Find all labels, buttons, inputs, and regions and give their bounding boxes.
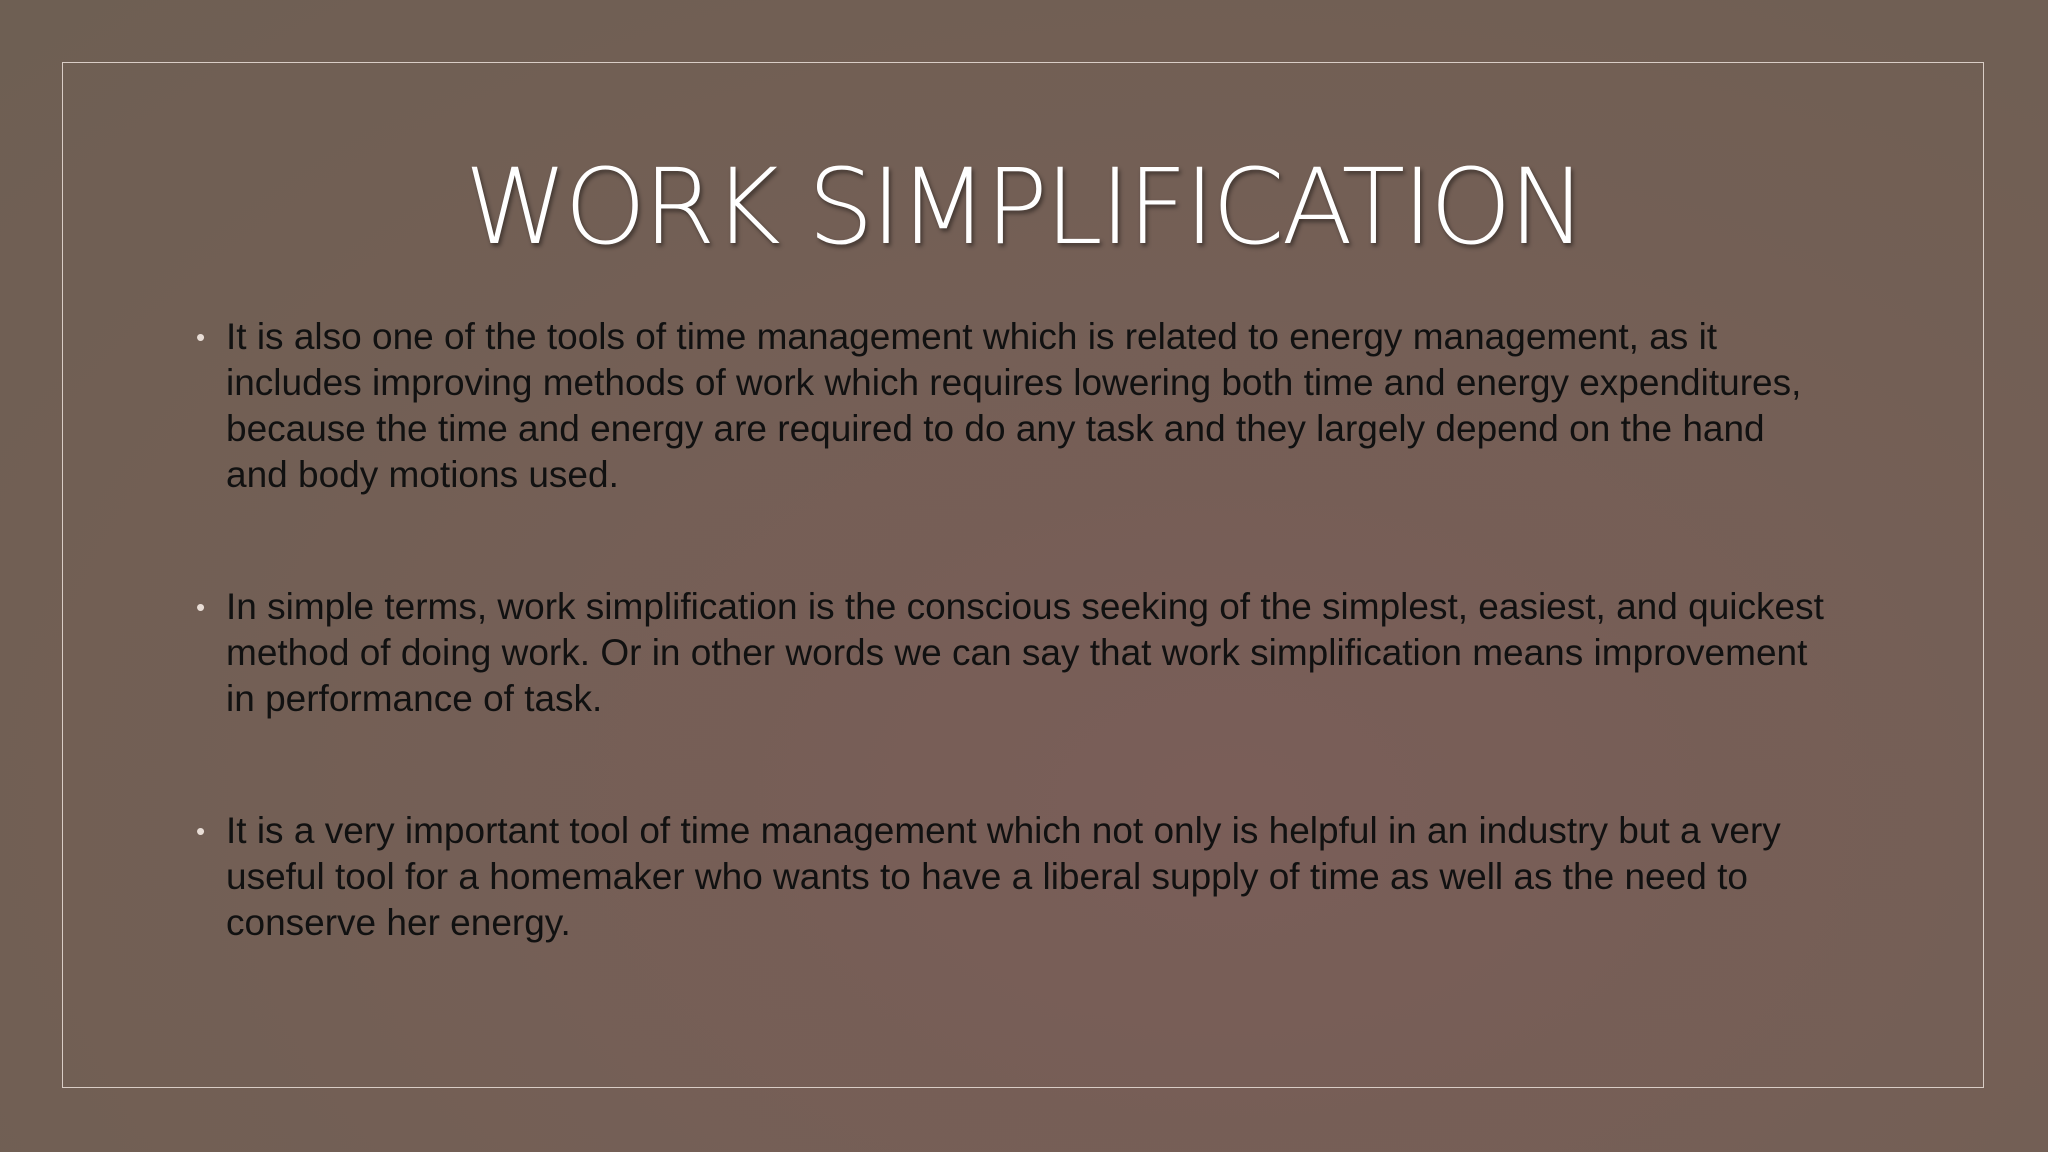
- bullet-list: [196, 314, 1836, 946]
- bullet-item: [196, 808, 1836, 946]
- bullet-text: It is also one of the tools of time management which is related to energy management, as it includes improving methods of work which requires lowering both time and energy expenditures, because the time and energy are required to do any task and they largely depend on the hand and body motions used.: [226, 316, 1802, 495]
- bullet-dot-icon: •: [196, 322, 206, 352]
- bullet-item: [196, 584, 1836, 722]
- slide-title: WORK SIMPLIFICATION: [464, 146, 1584, 268]
- bullet-item: [196, 314, 1836, 498]
- bullet-text: It is a very important tool of time management which not only is helpful in an industry but a very useful tool for a homemaker who wants to have a liberal supply of time as well as the need to conserve her energy.: [226, 810, 1781, 943]
- bullet-text: In simple terms, work simplification is the conscious seeking of the simplest, easiest, and quickest method of doing work. Or in other words we can say that work simplification means improvement in performance of task.: [226, 586, 1824, 719]
- bullet-dot-icon: •: [196, 816, 206, 846]
- bullet-dot-icon: •: [196, 592, 206, 622]
